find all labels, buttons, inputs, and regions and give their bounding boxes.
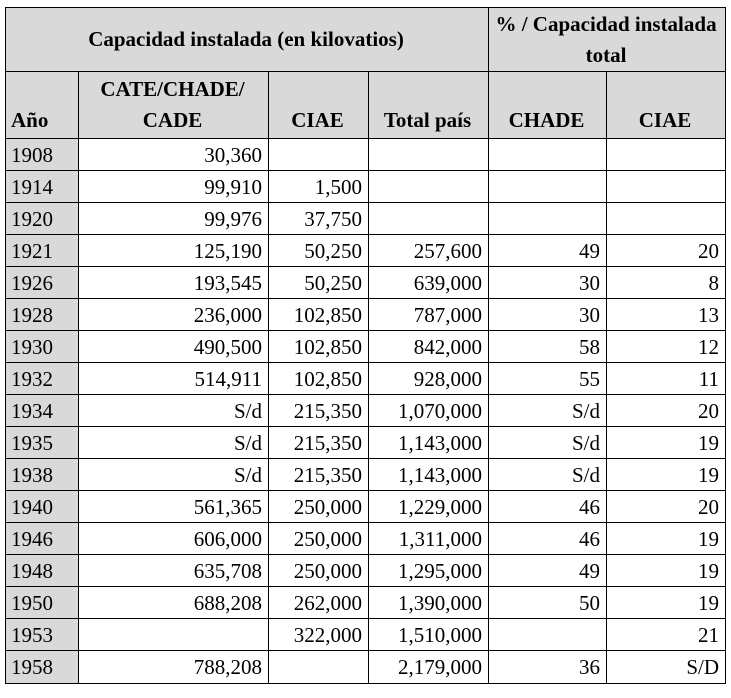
pct-chade-cell: 58 — [489, 331, 607, 363]
total-cell: 1,229,000 — [369, 491, 489, 523]
ciae-cell: 215,350 — [269, 427, 369, 459]
ciae-cell: 102,850 — [269, 363, 369, 395]
capacity-table — [5, 7, 726, 684]
total-cell: 1,143,000 — [369, 459, 489, 491]
table-row — [6, 427, 726, 459]
cate-cell: 514,911 — [79, 363, 269, 395]
pct-chade-cell: S/d — [489, 395, 607, 427]
year-cell: 1921 — [6, 235, 79, 267]
cate-cell: S/d — [79, 427, 269, 459]
year-cell: 1930 — [6, 331, 79, 363]
cate-cell: 125,190 — [79, 235, 269, 267]
year-cell: 1940 — [6, 491, 79, 523]
year-cell: 1934 — [6, 395, 79, 427]
cate-cell: 561,365 — [79, 491, 269, 523]
pct-chade-cell: S/d — [489, 427, 607, 459]
group-header-capacity: Capacidad instalada (en kilovatios) — [6, 8, 489, 72]
ciae-cell: 50,250 — [269, 267, 369, 299]
table-row — [6, 619, 726, 651]
ciae-cell: 250,000 — [269, 491, 369, 523]
total-cell: 928,000 — [369, 363, 489, 395]
total-cell — [369, 203, 489, 235]
pct-chade-cell: 49 — [489, 235, 607, 267]
cate-cell: 635,708 — [79, 555, 269, 587]
year-cell: 1928 — [6, 299, 79, 331]
table-row — [6, 587, 726, 619]
ciae-cell: 215,350 — [269, 395, 369, 427]
cate-cell: 606,000 — [79, 523, 269, 555]
pct-chade-cell — [489, 139, 607, 171]
ciae-cell: 37,750 — [269, 203, 369, 235]
pct-ciae-cell: 21 — [607, 619, 726, 651]
cate-cell: 788,208 — [79, 651, 269, 684]
ciae-cell: 322,000 — [269, 619, 369, 651]
table-row — [6, 491, 726, 523]
pct-chade-cell: 46 — [489, 491, 607, 523]
total-cell: 1,070,000 — [369, 395, 489, 427]
cate-cell: 236,000 — [79, 299, 269, 331]
table-row — [6, 267, 726, 299]
table-row — [6, 171, 726, 203]
pct-ciae-cell — [607, 139, 726, 171]
pct-chade-cell: 30 — [489, 299, 607, 331]
pct-ciae-cell: 19 — [607, 587, 726, 619]
table-row — [6, 651, 726, 684]
total-cell: 842,000 — [369, 331, 489, 363]
pct-chade-cell — [489, 171, 607, 203]
table-row — [6, 555, 726, 587]
ciae-cell: 1,500 — [269, 171, 369, 203]
year-cell: 1938 — [6, 459, 79, 491]
ciae-cell: 250,000 — [269, 555, 369, 587]
group-header-percent: % / Capacidad instalada total — [489, 8, 726, 72]
year-cell: 1920 — [6, 203, 79, 235]
total-cell: 2,179,000 — [369, 651, 489, 684]
table-row — [6, 203, 726, 235]
column-header-pct-ciae: CIAE — [607, 72, 726, 139]
pct-ciae-cell: 19 — [607, 459, 726, 491]
table-row — [6, 523, 726, 555]
ciae-cell: 50,250 — [269, 235, 369, 267]
cate-cell: S/d — [79, 459, 269, 491]
pct-chade-cell: 55 — [489, 363, 607, 395]
total-cell: 1,390,000 — [369, 587, 489, 619]
table-row — [6, 363, 726, 395]
pct-chade-cell: 46 — [489, 523, 607, 555]
year-cell: 1908 — [6, 139, 79, 171]
pct-ciae-cell: 19 — [607, 523, 726, 555]
pct-ciae-cell: 12 — [607, 331, 726, 363]
year-cell: 1926 — [6, 267, 79, 299]
pct-ciae-cell: 20 — [607, 395, 726, 427]
pct-chade-cell — [489, 619, 607, 651]
column-header-year: Año — [6, 72, 79, 139]
pct-ciae-cell — [607, 171, 726, 203]
pct-ciae-cell: 19 — [607, 427, 726, 459]
cate-cell: 99,976 — [79, 203, 269, 235]
pct-ciae-cell: 19 — [607, 555, 726, 587]
pct-ciae-cell: S/D — [607, 651, 726, 684]
total-cell: 1,311,000 — [369, 523, 489, 555]
pct-chade-cell: 36 — [489, 651, 607, 684]
ciae-cell — [269, 139, 369, 171]
total-cell: 1,295,000 — [369, 555, 489, 587]
cate-cell: S/d — [79, 395, 269, 427]
table-row — [6, 139, 726, 171]
table-row — [6, 395, 726, 427]
cate-cell: 193,545 — [79, 267, 269, 299]
cate-cell: 688,208 — [79, 587, 269, 619]
total-cell: 787,000 — [369, 299, 489, 331]
year-cell: 1950 — [6, 587, 79, 619]
total-cell: 1,143,000 — [369, 427, 489, 459]
table-row — [6, 299, 726, 331]
column-header-pct-chade: CHADE — [489, 72, 607, 139]
total-cell — [369, 171, 489, 203]
pct-ciae-cell — [607, 203, 726, 235]
ciae-cell: 250,000 — [269, 523, 369, 555]
cate-cell: 99,910 — [79, 171, 269, 203]
ciae-cell: 215,350 — [269, 459, 369, 491]
pct-chade-cell: S/d — [489, 459, 607, 491]
cate-cell: 30,360 — [79, 139, 269, 171]
pct-ciae-cell: 11 — [607, 363, 726, 395]
column-header-cate: CATE/CHADE/ CADE — [79, 72, 269, 139]
pct-chade-cell: 50 — [489, 587, 607, 619]
total-cell — [369, 139, 489, 171]
year-cell: 1935 — [6, 427, 79, 459]
pct-ciae-cell: 20 — [607, 491, 726, 523]
group-header-row — [6, 8, 726, 72]
ciae-cell: 262,000 — [269, 587, 369, 619]
year-cell: 1948 — [6, 555, 79, 587]
total-cell: 257,600 — [369, 235, 489, 267]
total-cell: 1,510,000 — [369, 619, 489, 651]
pct-chade-cell — [489, 203, 607, 235]
table-row — [6, 235, 726, 267]
pct-ciae-cell: 20 — [607, 235, 726, 267]
ciae-cell: 102,850 — [269, 299, 369, 331]
cate-cell — [79, 619, 269, 651]
pct-chade-cell: 30 — [489, 267, 607, 299]
column-header-ciae: CIAE — [269, 72, 369, 139]
ciae-cell: 102,850 — [269, 331, 369, 363]
ciae-cell — [269, 651, 369, 684]
table-body — [6, 139, 726, 684]
pct-ciae-cell: 8 — [607, 267, 726, 299]
table-row — [6, 331, 726, 363]
year-cell: 1953 — [6, 619, 79, 651]
total-cell: 639,000 — [369, 267, 489, 299]
cate-cell: 490,500 — [79, 331, 269, 363]
pct-chade-cell: 49 — [489, 555, 607, 587]
column-header-row — [6, 72, 726, 139]
year-cell: 1946 — [6, 523, 79, 555]
year-cell: 1932 — [6, 363, 79, 395]
table-row — [6, 459, 726, 491]
column-header-total: Total país — [369, 72, 489, 139]
pct-ciae-cell: 13 — [607, 299, 726, 331]
year-cell: 1914 — [6, 171, 79, 203]
year-cell: 1958 — [6, 651, 79, 684]
